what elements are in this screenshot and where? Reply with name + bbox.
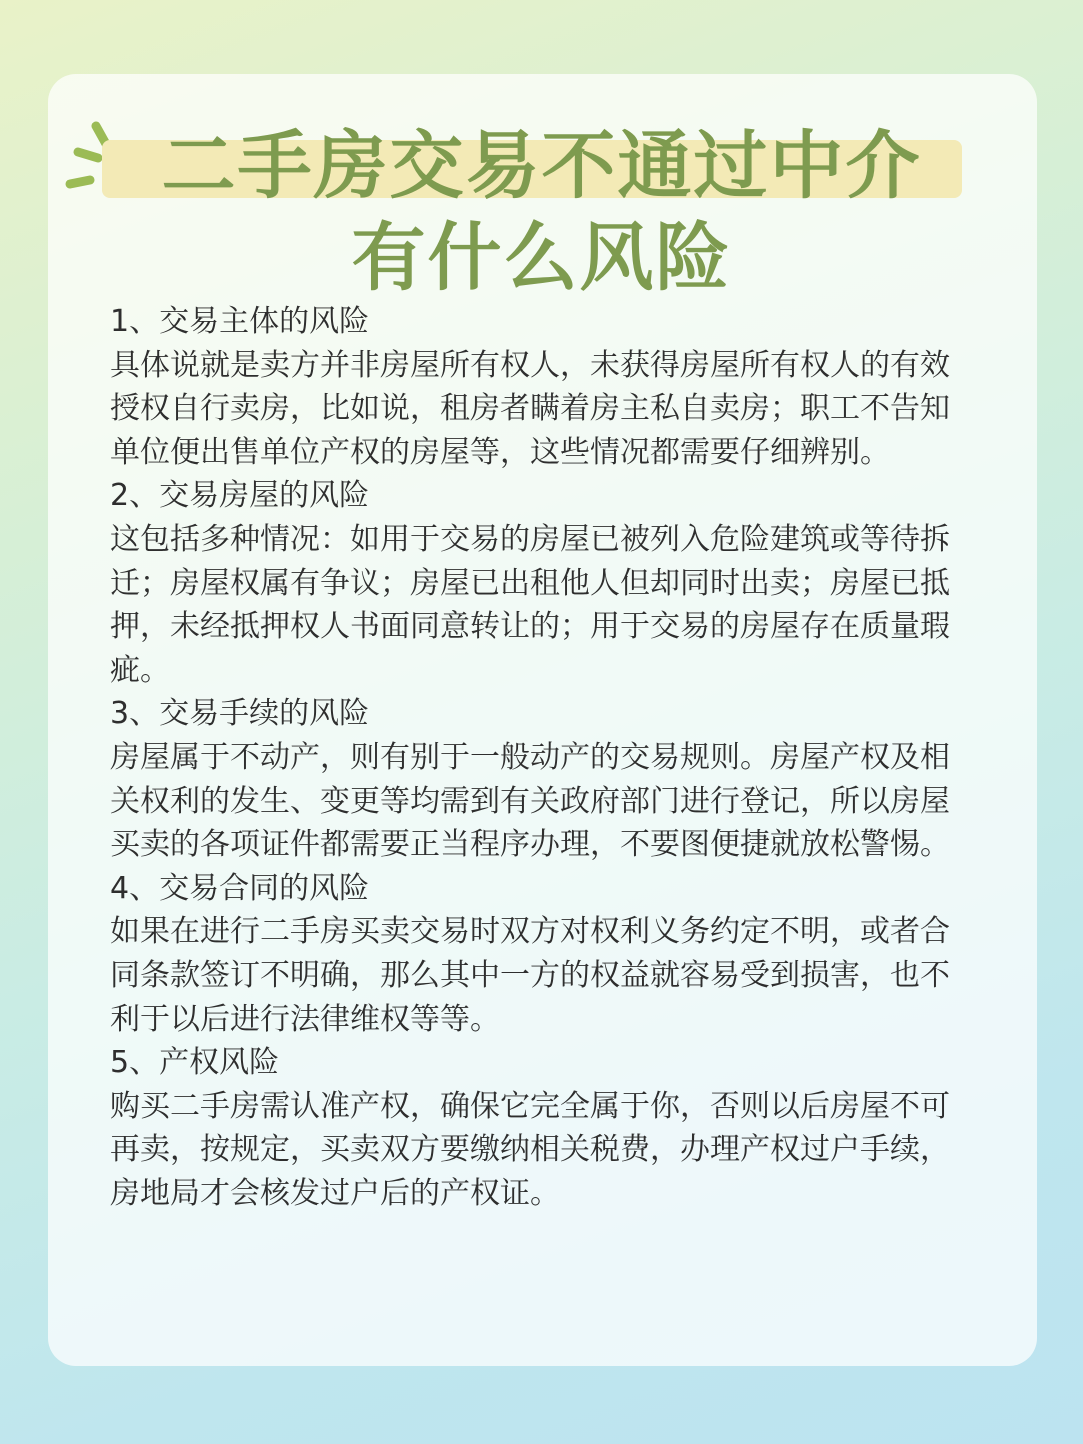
section-heading: 1、交易主体的风险 <box>110 304 370 339</box>
section-2 <box>110 474 970 692</box>
section-text: 这包括多种情况：如用于交易的房屋已被列入危险建筑或等待拆迁；房屋权属有争议；房屋已出租他人但却同时出卖；房屋已抵押，未经抵押权人书面同意转让的；用于交易的房屋存在质量瑕疵。 <box>110 521 950 688</box>
section-1 <box>110 300 970 474</box>
section-heading: 3、交易手续的风险 <box>110 696 370 732</box>
section-text: 如果在进行二手房买卖交易时双方对权利义务约定不明，或者合同条款签订不明确，那么其中一方的权益就容易受到损害，也不利于以后进行法律维权等等。 <box>110 914 950 1037</box>
section-5 <box>110 1041 970 1215</box>
section-text: 购买二手房需认准产权，确保它完全属于你，否则以后房屋不可再卖，按规定，买卖双方要缴纳相关税费，办理产权过户手续，房地局才会核发过户后的产权证。 <box>110 1088 950 1211</box>
section-text: 具体说就是卖方并非房屋所有权人，未获得房屋所有权人的有效授权自行卖房，比如说，租房者瞒着房主私自卖房；职工不告知单位便出售单位产权的房屋等，这些情况都需要仔细辨别。 <box>110 347 950 470</box>
section-3 <box>110 692 970 866</box>
section-heading: 2、交易房屋的风险 <box>110 478 370 514</box>
page-title <box>0 120 1083 304</box>
section-4 <box>110 867 970 1041</box>
section-heading: 4、交易合同的风险 <box>110 870 370 906</box>
title-line-2: 有什么风险 <box>351 215 732 301</box>
section-text: 房屋属于不动产，则有别于一般动产的交易规则。房屋产权及相关权利的发生、变更等均需到有关政府部门进行登记，所以房屋买卖的各项证件都需要正当程序办理，不要图便捷就放松警惕。 <box>110 739 950 863</box>
title-line-1: 二手房交易不通过中介 <box>162 120 922 212</box>
section-heading: 5、产权风险 <box>110 1045 280 1081</box>
article-body <box>110 300 970 1215</box>
